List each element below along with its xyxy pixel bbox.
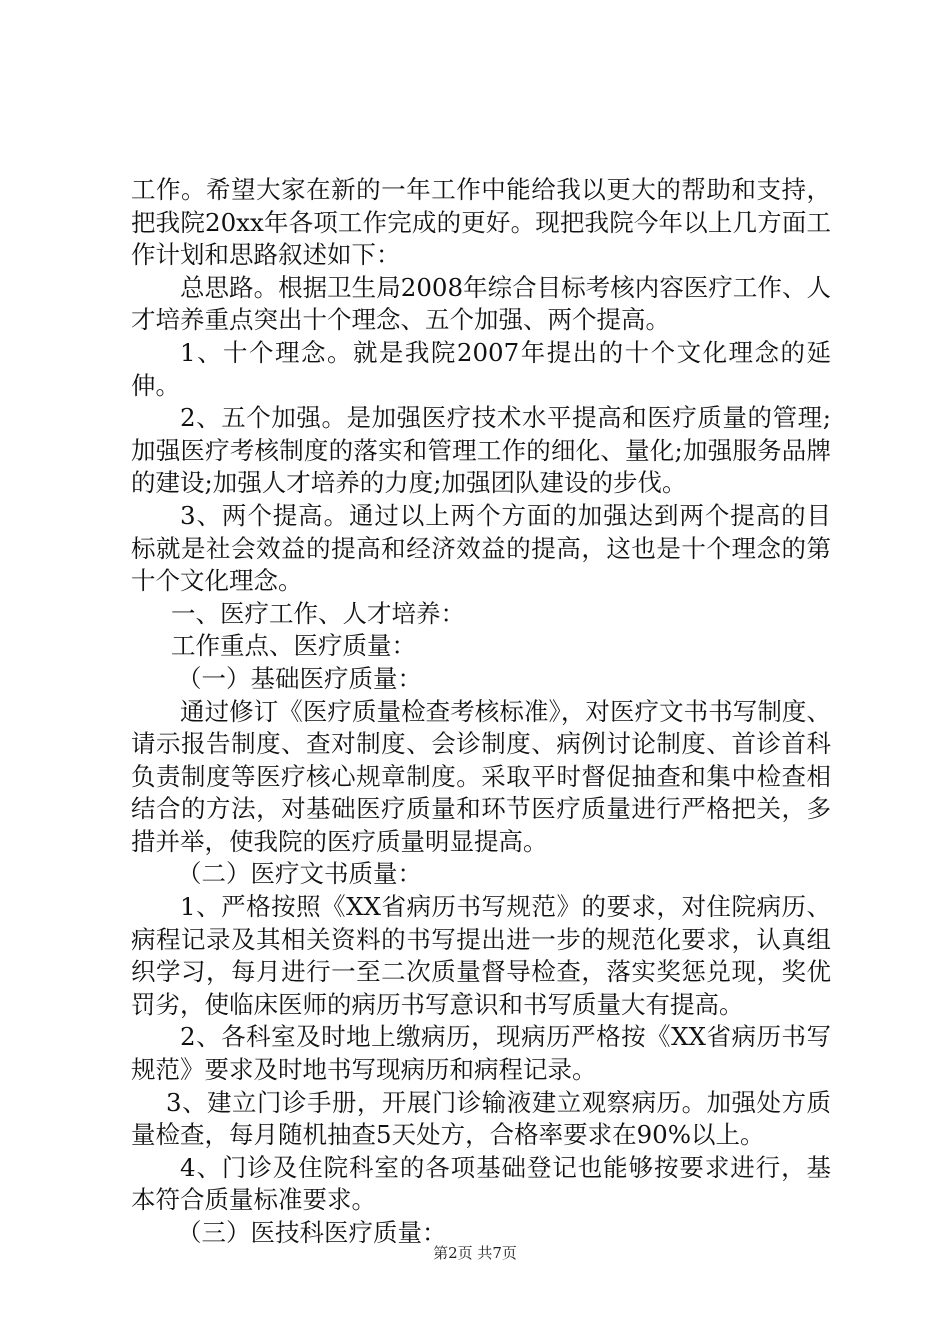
heading-work-focus: 工作重点、医疗质量： — [171, 631, 416, 661]
heading-section-one: 一、医疗工作、人才培养： — [171, 598, 465, 628]
paragraph-ten-concepts: 1、十个理念。就是我院2007年提出的十个文化理念的延伸。 — [131, 337, 831, 400]
page-number-footer: 第2页 共7页 — [433, 1244, 517, 1262]
paragraph-basic-quality: 通过修订《医疗质量检查考核标准》，对医疗文书书写制度、请示报告制度、查对制度、会诊制度、病例讨论制度、首诊首科负责制度等医疗核心规章制度。采取平时督促抽查和集中检查相结合的方法，对基础医疗质量和环节医疗质量进行严格把关，多措并举，使我院的医疗质量明显提高。 — [131, 696, 831, 856]
paragraph-document-item-1: 1、严格按照《XX省病历书写规范》的要求，对住院病历、病程记录及其相关资料的书写提出进一步的规范化要求，认真组织学习，每月进行一至二次质量督导检查，落实奖惩兑现，奖优罚劣，使临床医师的病历书写意识和书写质量大有提高。 — [131, 892, 831, 1019]
heading-basic-quality: （一）基础医疗质量： — [177, 663, 422, 693]
paragraph-two-improvements: 3、两个提高。通过以上两个方面的加强达到两个提高的目标就是社会效益的提高和经济效益的提高，这也是十个理念的第十个文化理念。 — [131, 500, 831, 596]
document-body — [131, 174, 831, 1250]
paragraph-document-item-3: 3、建立门诊手册，开展门诊输液建立观察病历。加强处方质量检查，每月随机抽查5天处方，合格率要求在90%以上。 — [131, 1087, 831, 1150]
paragraph-document-item-4: 4、门诊及住院科室的各项基础登记也能够按要求进行，基本符合质量标准要求。 — [131, 1152, 831, 1215]
paragraph-document-item-2: 2、各科室及时地上缴病历，现病历严格按《XX省病历书写规范》要求及时地书写现病历和病程记录。 — [131, 1022, 831, 1085]
paragraph-five-strengthenings: 2、五个加强。是加强医疗技术水平提高和医疗质量的管理;加强医疗考核制度的落实和管理工作的细化、量化;加强服务品牌的建设;加强人才培养的力度;加强团队建设的步伐。 — [131, 403, 831, 498]
paragraph-general-idea: 总思路。根据卫生局2008年综合目标考核内容医疗工作、人才培养重点突出十个理念、五个加强、两个提高。 — [131, 272, 831, 335]
paragraph-intro: 工作。希望大家在新的一年工作中能给我以更大的帮助和支持，把我院20xx年各项工作完成的更好。现把我院今年以上几方面工作计划和思路叙述如下： — [131, 175, 831, 270]
heading-document-quality: （二）医疗文书质量： — [177, 859, 422, 889]
heading-medtech-quality: （三）医技科医疗质量： — [177, 1218, 447, 1247]
